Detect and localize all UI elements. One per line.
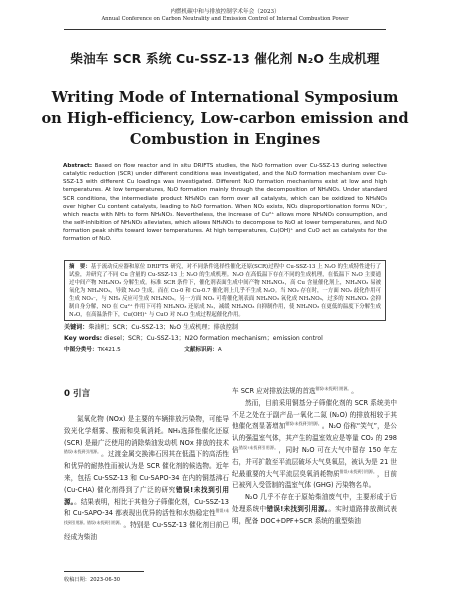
paragraph xyxy=(232,492,397,527)
abstract-chinese-box xyxy=(64,260,386,321)
citation-error: 错误!未找到引用源。 xyxy=(266,504,329,513)
abstract-label: Abstract: xyxy=(63,163,93,169)
keywords-cn-text: 柴油机；SCR；Cu-SSZ-13；N₂O 生成机理；排放控制 xyxy=(88,324,238,331)
text-run: 。实时道路排放测试表明，配备 DOC+DPF+SCR 系统的重型柴油 xyxy=(232,504,397,525)
footnote xyxy=(64,576,120,583)
citation-error: 错误!未找到引用源。 xyxy=(315,385,352,391)
citation-error: 错误!未找到引用源。 xyxy=(285,421,322,427)
section-heading: 0 引言 xyxy=(64,389,91,399)
doc-code-label: 文献标识码： xyxy=(184,347,218,353)
paragraph xyxy=(232,398,397,492)
keywords-cn-label: 关键词： xyxy=(64,324,89,331)
clc-value: TK421.5 xyxy=(97,347,121,353)
text-run: 。结果表明，相比于其他分子筛催化剂，Cu-SSZ-13 和 Cu-SAPO-34 都表现出优异的活性和水热稳定性 xyxy=(64,497,229,518)
keywords-en-text: diesel；SCR；Cu-SSZ-13；N2O formation mechanism；emission control xyxy=(104,335,323,342)
text-run: 。 xyxy=(351,387,358,395)
classification-line xyxy=(64,346,386,354)
text-run: 车 SCR 应对排放法规的首选 xyxy=(232,387,316,395)
header-rule xyxy=(64,29,386,30)
abstract-text: Based on flow reactor and in situ DRIFTS studies, the N₂O formation over Cu-SSZ-13 during selective catalytic reduction (SCR) under different conditions was investigated, and the N₂O formation mechanism over Cu-SSZ-13 with different Cu loadings was investigated. Different N₂O formation mechanisms exist at low and high temperatures. At low temperatures, N₂O formation mainly through the decomposition of NH₄NO₃. Under standard SCR conditions, the intermediate product NH₄NO₃ can form over all catalysts, which can be oxidized to NH₄NO₃ over higher Cu content catalysts, leading to N₂O formation. When NO₂ exists, NO₂ disproportionation forms NO₃⁻, which reacts with NH₃ to form NH₄NO₃. Nevertheless, the increase of Cu²⁺ allows more NH₄NO₃ consumption, and the self-inhibition of NH₄NO₃ alleviates, which allows NH₄NO₃ to decompose to N₂O at lower temperatures, and N₂O formation peak shifts toward lower temperatures. At high temperatures, Cu(OH)⁺ and CuO act as catalysts for the formation of N₂O. xyxy=(63,163,387,243)
body-column-right xyxy=(232,386,397,528)
paragraph xyxy=(64,414,229,544)
citation-error: 错误!未找到引用源。 xyxy=(339,468,377,474)
citation-error: 错误!未找到引用源。错误!未找到引用源。 xyxy=(64,508,229,525)
text-run: 。N₂O 俗称“笑气”，是公认的强温室气体，其产生的温室效应是等量 CO₂ 的 298 倍 xyxy=(232,422,398,454)
received-date: 2023-06-30 xyxy=(89,577,121,583)
title-chinese: 柴油车 SCR 系统 Cu-SSZ-13 催化剂 N₂O 生成机理 xyxy=(70,51,380,66)
footnote-rule xyxy=(64,571,144,572)
text-run: N₂O 几乎不存在于原始柴油废气中，主要形成于后处理系统中 xyxy=(232,493,397,513)
paragraph xyxy=(232,386,397,398)
received-label: 收稿日期： xyxy=(64,577,90,583)
header-en: Annual Conference on Carbon Neutrality and Emission Control of Internal Combustion Power xyxy=(101,16,349,22)
text-run: ，目前已被列入受管制的温室气体 (GHG) 污染物名单。 xyxy=(232,469,398,490)
header-cn: 内燃机碳中和与排放控制学术年会（2023） xyxy=(170,9,280,15)
clc-label: 中图分类号： xyxy=(64,347,98,353)
citation-error: 错误!未找到引用源。 xyxy=(64,485,229,506)
citation-error: 错误!未找到引用源。 xyxy=(64,449,102,455)
text-run: 。过渡金属交换沸石因其在低温下的高活性和优异的耐热性而被认为是 SCR 催化剂的候选物。近年来，包括 Cu-SSZ-13 和 Cu-SAPO-34 在内的铜基沸石 (Cu-CHA) 催化剂得到了广泛的研究 xyxy=(64,450,230,494)
running-header xyxy=(0,8,450,23)
abstract-cn-label: 摘 要： xyxy=(69,264,91,270)
keywords-english xyxy=(64,335,386,343)
abstract-english xyxy=(63,162,387,244)
text-run: 。特别是 Cu-SSZ-13 催化剂目前已经成为柴油 xyxy=(64,521,229,541)
body-column-left xyxy=(64,388,229,544)
text-run: 然而，目前采用铜基分子筛催化剂的 SCR 系统美中不足之处在于副产品一氧化二氮 (N₂O) 的排放相较于其他催化剂显著增加 xyxy=(232,398,397,431)
title-english: Writing Mode of International Symposium on High-efficiency, Low-carbon emission and Combustion in Engines xyxy=(41,89,409,148)
keywords-chinese xyxy=(64,324,386,332)
text-run: ，同时 N₂O 可在大气中留存 150 年左右，并可扩散至平流层破坏大气臭氧层，被认为是 21 世纪最重要的大气平流层臭氧消耗物质 xyxy=(232,445,397,478)
abstract-cn-text: 基于流动反应器和原位 DRIFTS 研究，对不同条件选择性催化还原(SCR)过程中 Cu-SSZ-13 上 N₂O 的生成特性进行了试验，并研究了不同 Cu 含量的 Cu-SSZ-13 上 N₂O 的生成机理。N₂O 在高低温下存在不同的生成机理，在低温下 N₂O 主要通过中间产物 NH₄NO₃ 分解生成。标准 SCR 条件下，催化剂表面生成中间产物 NH₄NO₃，高 Cu 含量催化剂上，NH₄NO₃ 易被氧化为 NH₄NO₃，导致 N₂O 生成。而在 Cu-0 和 Cu-0.7 催化剂上几乎不生成 N₂O。当 NO₂ 存在时，一方面 NO₂ 歧化作用可生成 NO₃⁻，与 NH₃ 反应可生成 NH₄NO₃。另一方面 NO₂ 可将催化剂表面 NH₄NO₃ 氧化成 NH₄NO₃，过多的 NH₄NO₃ 会抑制自身分解，NO 在 Cu²⁺ 作用下可将 NH₄NO₃ 还原成 N₂，减缓 NH₄NO₃ 自抑制作用，使 NH₄NO₃ 在更低的温度下分解生成 N₂O，在高温条件下，Cu(OH)⁺ 与 CuO 对 N₂O 生成过程起催化作用。 xyxy=(69,264,381,319)
citation-error: 错误!未找到引用源。 xyxy=(238,444,279,450)
text-run: 氮氧化物 (NOx) 是主要的车辆排放污染物，可能导致光化学烟雾、酸雨和臭氧消耗。NH₃选择性催化还原 (SCR) 是最广泛使用的消除柴油发动机 NOx 排放的技术 xyxy=(64,415,229,447)
keywords-en-label: Key words: xyxy=(64,335,103,342)
doc-code-value: A xyxy=(217,347,222,353)
